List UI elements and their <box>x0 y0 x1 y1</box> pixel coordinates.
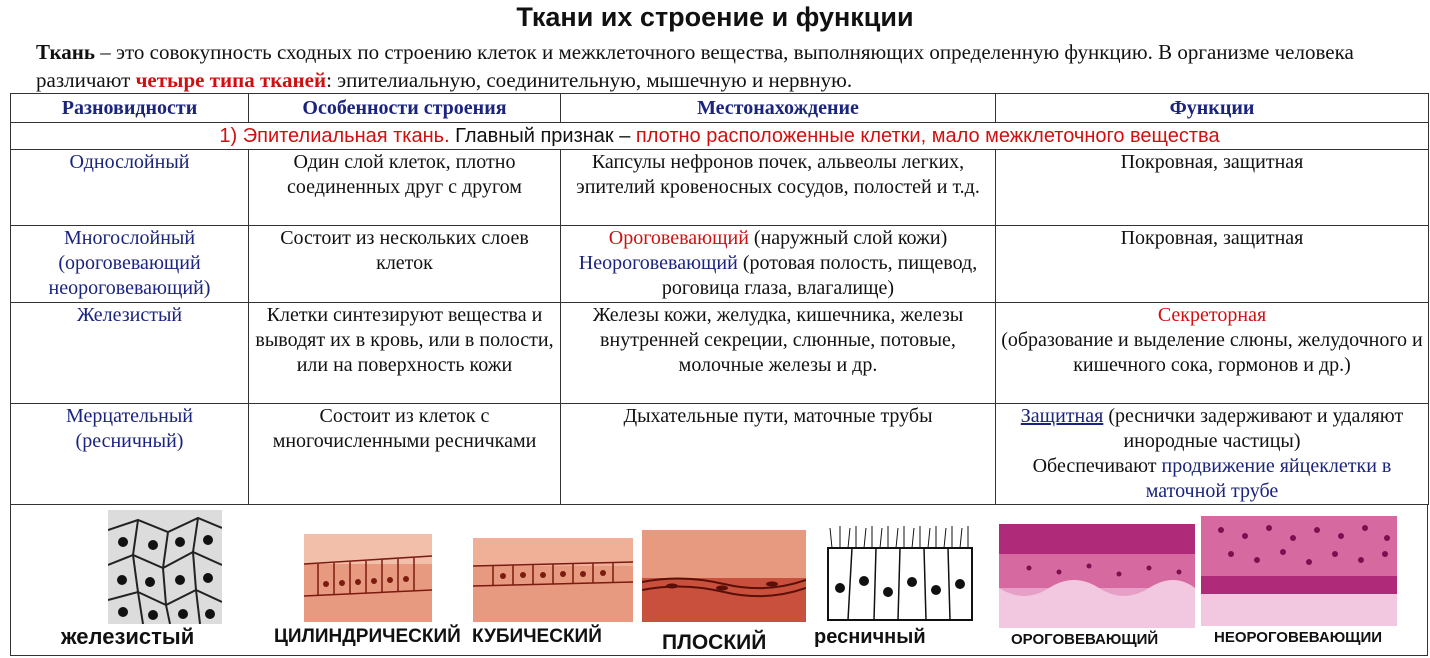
page-title: Ткани их строение и функции <box>516 2 914 32</box>
row1-function: Покровная, защитная <box>996 150 1429 226</box>
nonkeratinized-tissue-image <box>1201 516 1397 626</box>
row3-kind: Железистый <box>11 303 249 404</box>
row1-structure: Один слой клеток, плотно соединенных друг с другом <box>249 150 561 226</box>
row2-location-b-label: Неороговевающий <box>578 252 738 274</box>
row4-kind: Мерцательный (ресничный) <box>11 404 249 505</box>
row2-location-a-text: (наружный слой кожи) <box>748 227 948 249</box>
caption-columnar: ЦИЛИНДРИЧЕСКИЙ <box>274 626 461 647</box>
banner-value: плотно расположенные клетки, мало межклеточного вещества <box>635 124 1220 147</box>
row3-location: Железы кожи, желудка, кишечника, железы внутренней секреции, слюнные, потовые, молочные железы и др. <box>561 303 996 404</box>
row1-kind: Однослойный <box>11 150 249 226</box>
table-header-row <box>11 94 1429 123</box>
caption-nonkeratinized: НЕОРОГОВЕВАЮЩИИ <box>1214 629 1383 646</box>
banner-key: Главный признак – <box>449 124 636 147</box>
row2-function: Покровная, защитная <box>996 226 1429 303</box>
banner-label: 1) Эпителиальная ткань. <box>219 124 450 147</box>
squamous-tissue-image <box>642 530 806 622</box>
tissue-table <box>10 93 1429 505</box>
caption-squamous: ПЛОСКИЙ <box>662 631 767 654</box>
row4-function-label: Защитная <box>1020 405 1104 427</box>
header-kinds: Разновидности <box>11 94 249 123</box>
header-functions: Функции <box>996 94 1429 123</box>
intro-paragraph <box>36 38 1406 94</box>
row4-location: Дыхательные пути, маточные трубы <box>561 404 996 505</box>
intro-tail: : эпителиальную, соединительную, мышечную и нервную. <box>326 68 853 92</box>
table-row <box>11 404 1429 505</box>
row3-function <box>996 303 1429 404</box>
table-row <box>11 303 1429 404</box>
columnar-tissue-image <box>304 534 432 622</box>
row3-structure: Клетки синтезируют вещества и выводят их в кровь, или в полости, или на поверхность кожи <box>249 303 561 404</box>
row2-structure: Состоит из нескольких слоев клеток <box>249 226 561 303</box>
intro-highlight: четыре типа тканей <box>135 68 327 92</box>
ciliated-tissue-image <box>826 526 974 622</box>
header-structure: Особенности строения <box>249 94 561 123</box>
row4-structure: Состоит из клеток с многочисленными ресничками <box>249 404 561 505</box>
intro-definition: – это совокупность сходных по строению клеток и межклеточного вещества, выполняющих определенную функцию. В организме человека различают <box>36 40 1354 92</box>
glandular-tissue-image <box>108 510 222 624</box>
banner-row <box>11 123 1429 150</box>
tissue-illustrations <box>10 504 1428 656</box>
intro-term: Ткань <box>36 40 95 64</box>
epithelium-banner <box>11 123 1429 150</box>
caption-keratinized: ОРОГОВЕВАЮЩИЙ <box>1011 631 1159 648</box>
row4-function-text2: Обеспечивают <box>1032 455 1162 477</box>
caption-glandular: железистый <box>61 624 195 649</box>
row4-function-label2: продвижение яйцеклетки в маточной трубе <box>1145 455 1392 502</box>
caption-ciliated: ресничный <box>814 626 926 648</box>
row4-function-text: (реснички задерживают и удаляют инородные частицы) <box>1103 405 1404 452</box>
header-location: Местонахождение <box>561 94 996 123</box>
row4-function <box>996 404 1429 505</box>
table-row <box>11 226 1429 303</box>
caption-cuboidal: КУБИЧЕСКИЙ <box>472 626 602 647</box>
row2-location-b-text: (ротовая полость, пищевод, роговица глаза, влагалище) <box>661 252 978 299</box>
table-row <box>11 150 1429 226</box>
keratinized-tissue-image <box>999 524 1195 628</box>
row2-location-a-label: Ороговевающий <box>608 227 749 249</box>
row2-kind: Многослойный (ороговевающий неороговевающий) <box>11 226 249 303</box>
row3-function-text: (образование и выделение слюны, желудочного и кишечного сока, гормонов и др.) <box>1001 329 1423 376</box>
row3-function-label: Секреторная <box>1157 304 1267 326</box>
row2-location <box>561 226 996 303</box>
row1-location: Капсулы нефронов почек, альвеолы легких, эпителий кровеносных сосудов, полостей и т.д. <box>561 150 996 226</box>
cuboidal-tissue-image <box>473 538 633 622</box>
